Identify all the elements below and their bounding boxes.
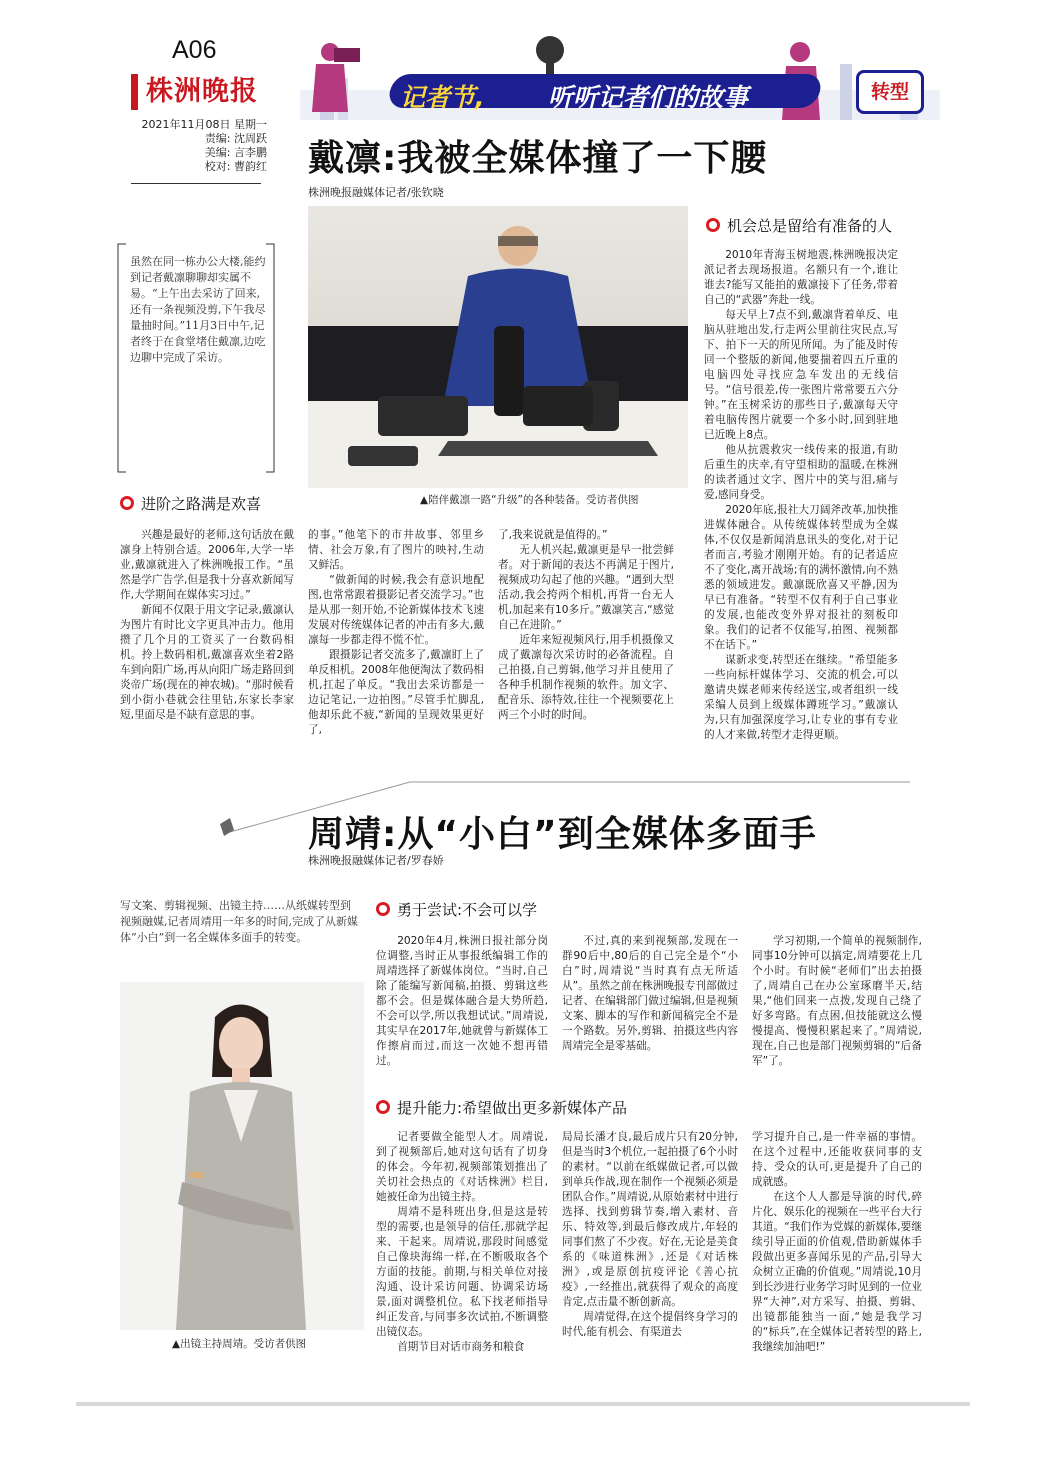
telephoto-lens-icon [494,326,524,416]
section-label: 进阶之路满是欢喜 [141,494,262,513]
designer-line: 美编: 言李鹏 [204,146,267,159]
article2-s1-col1 [376,934,548,1084]
paragraph: 学习初期,一个简单的视频制作,同事10分钟可以搞定,周靖要花上几个小时。有时候“老师们”出去拍摄了,周靖自己在办公室琢磨半天,结果,“他们回来一点拨,发现自己绕了好多弯路。有点困,但技能就这么慢慢提高、慢慢积累起来了。”周靖说,现在,自己也是部门视频剪辑的“后备军”了。 [752,935,922,1067]
paragraph: 在这个人人都是导演的时代,碎片化、娱乐化的视频在一些平台大行其道。“我们作为党媒的新媒体,要继续引导正面的价值观,借助新媒体手段做出更多喜闻乐见的产品,引导大众树立正确的价值观。”周靖说,10月到长沙进行业务学习时见到的一位业界“大神”,对方采写、拍摄、剪辑、出镜都能独当一面,“她是我学习的“标兵”,在全媒体记者转型的路上,我继续加油吧!” [752,1191,922,1353]
paragraph: 记者要做全能型人才。周靖说,到了视频部后,她对这句话有了切身的体会。今年初,视频部策划推出了关切社会热点的《对话株洲》栏目,她被任命为出镜主持。 [376,1131,548,1203]
article2-photo [120,982,364,1330]
divider-diamond-icon [220,818,234,836]
paragraph: 每天早上7点不到,戴凛背着单反、电脑从驻地出发,行走两公里前往灾民点,写下、拍下一天的所见所闻。为了能及时传回一个整版的新闻,他要揣着四五斤重的电脑四处寻找应急车发出的无线信号。“信号很差,传一张图片常常要五六分钟。”在玉树采访的那些日子,戴凛每天守着电脑传图片就要一个多小时,回到驻地已近晚上8点。 [704,309,898,441]
banner-headline-part2: 听听记者们的故事 [548,83,749,112]
face-icon [219,1017,263,1071]
paragraph: 他从抗震救灾一线传来的报道,有助后重生的庆幸,有守望相助的温暖,在株洲的读者通过文字、图片中的笑与泪,痛与爱,感同身受。 [704,444,898,501]
paragraph: 了,我来说就是值得的。” [498,529,608,541]
article1-section2-heading [706,214,892,236]
article1-col4 [704,248,898,780]
article2-section2-heading [376,1096,627,1118]
paragraph: 2010年青海玉树地震,株洲晚报决定派记者去现场报道。名额只有一个,谁让谁去?能写又能拍的戴凛接下了任务,带着自己的“武器”奔赴一线。 [704,249,898,306]
watch-icon [190,1172,204,1178]
article2-s2-col2 [562,1130,738,1376]
paragraph: 局局长潘才良,最后成片只有20分钟,但是当时3个机位,一起拍摄了6个小时的素材。“以前在纸媒做记者,可以做到单兵作战,现在制作一个视频必须是团队合作。”周靖说,从原始素材中进行选择、找到剪辑节奏,增入素材、音乐、特效等,到最后修改成片,年轻的同事们熬了不少夜。好在,无论是美食系的《味道株洲》,还是《对话株洲》,或是原创抗疫评论《善心抗疫》,一经推出,就获得了观众的高度肯定,点击量不断创新高。 [562,1131,738,1308]
drone-icon [438,441,658,456]
editor-line: 责编: 沈周跃 [204,132,267,145]
article2-section1-heading [376,898,537,920]
paragraph: 新闻不仅限于用文字记录,戴凛认为图片有时比文字更具冲击力。他用攒了几个月的工资买了一台数码相机。拎上数码相机,戴凛喜欢坐着2路车到向阳广场,再从向阳广场走路回到炎帝广场(现在的神农城)。“那时候看到小街小巷就会往里钻,东家长李家短,里面尽是不缺有意思的事。 [120,604,294,721]
banner-headline-part1: 记者节, [400,83,485,112]
camera-body-icon [523,386,593,426]
paragraph: 周靖觉得,在这个提倡终身学习的时代,能有机会、有渠道去 [562,1311,738,1338]
host-portrait-illustration [120,982,364,1330]
article2-s1-col3 [752,934,922,1084]
goggles-icon [348,446,418,466]
page-number: A06 [172,36,217,64]
article2-lead: 写文案、剪辑视频、出镜主持……从纸媒转型到视频融媒,记者周靖用一年多的时间,完成了从新媒体“小白”到一名全媒体多面手的转变。 [120,899,358,944]
paragraph: 首期节目对话市商务和粮食 [397,1341,525,1353]
paragraph: 不过,真的来到视频部,发现在一群90后中,80后的自己完全是个“小白”时,周靖说“当时真有点无所适从”。虽然之前在株洲晚报专刊部做过记者、在编辑部门做过编辑,但是视频文案、脚本的写作和新闻稿完全不是一个路数。另外,剪辑、拍摄这些内容周靖完全是零基础。 [562,935,738,1052]
article2-byline: 株洲晚报融媒体记者/罗春娇 [308,854,444,867]
camera-icon [378,396,468,436]
article2-s2-col1 [376,1130,548,1376]
article2-photo-caption: ▲出镜主持周靖。受访者供图 [172,1338,307,1350]
paragraph: 无人机兴起,戴凛更是早一批尝鲜者。对于新闻的表达不再满足于图片,视频成功勾起了他的兴趣。“遇到大型活动,我会挎两个相机,再背一台无人机,加起来有10多斤。”戴凛笑言,“感觉自己在进阶。” [498,544,674,631]
masthead-text: 株洲晚报 [146,76,258,107]
paragraph: “做新闻的时候,我会有意识地配图,也常常跟着摄影记者交流学习。”也是从那一刻开始,不论新媒体技术飞速发展对传统媒体记者的冲击有多大,戴凛每一步都走得不慌不忙。 [308,574,484,646]
article1-byline: 株洲晚报融媒体记者/张钦晓 [308,186,444,199]
header-rule [131,183,261,184]
date-line: 2021年11月08日 星期一 [141,118,267,131]
article1-col1 [120,528,294,774]
camera-gear-illustration [308,206,688,488]
page-bottom-rule [76,1402,970,1406]
section-label: 勇于尝试:不会可以学 [397,900,538,919]
issue-meta [131,118,267,174]
paragraph: 兴趣是最好的老师,这句话放在戴凛身上特别合适。2006年,大学一毕业,戴凛就进入了株洲晚报工作。“虽然是学广告学,但是我十分喜欢新闻写作,大学期间在媒体实习过。” [120,529,294,601]
paragraph: 的事。”他笔下的市井故事、邻里乡情、社会万象,有了图片的映衬,生动又鲜活。 [308,529,484,571]
article1-photo-caption: ▲陪伴戴凛一路“升级”的各种装备。受访者供图 [420,494,639,506]
article1-section1-heading [120,492,261,514]
paragraph: 2020年4月,株洲日报社部分岗位调整,当时正从事报纸编辑工作的周靖选择了新媒体岗位。“当时,自己除了能编写新闻稿,拍摄、剪辑这些都不会。但是媒体融合是大势所趋,不会可以学,所以我想试试。”周靖说,其实早在2017年,她就曾与新媒体工作擦肩而过,而这一次她不想再错过。 [376,935,548,1067]
paragraph: 谋新求变,转型还在继续。“希望能多一些向标杆媒体学习、交流的机会,可以邀请央媒老师来传经送宝,或者组织一线采编人员到上级媒体蹲班学习。”戴凛认为,只有加强深度学习,让专业的事有专业的人才来做,转型才走得更顺。 [704,654,898,741]
article1-lead: 虽然在同一栋办公大楼,能约到记者戴凛聊聊却实属不易。“上午出去采访了回来,还有一条视频没剪,下午我尽量抽时间。”11月3日中午,记者终于在食堂堵住戴凛,边吃边聊中完成了采访。 [130,255,266,364]
section-bullet-icon [706,218,720,232]
section-bullet-icon [120,496,134,510]
article1-photo [308,206,688,488]
column-banner [300,30,940,130]
article1-title: 戴凛:我被全媒体撞了一下腰 [308,138,768,179]
article2-s1-col2 [562,934,738,1084]
proofreader-line: 校对: 曹韵红 [204,160,267,173]
paragraph: 周靖不是科班出身,但是这是转型的需要,也是领导的信任,那就学起来、干起来。周靖说,那段时间感觉自己像块海绵一样,在不断吸取各个方面的技能。前期,与相关单位对接沟通、设计采访问题、协调采访场景,面对调整机位。私下找老师指导纠正发音,与同事多次试拍,不断调整出镜仪态。 [376,1206,548,1338]
article2-s2-col3 [752,1130,922,1376]
masthead-logo [131,74,268,110]
article1-col3 [498,528,674,774]
section-bullet-icon [376,1100,390,1114]
article2-title: 周靖:从“小白”到全媒体多面手 [308,814,817,855]
section-label: 提升能力:希望做出更多新媒体产品 [397,1098,628,1117]
paragraph: 学习提升自己,是一件幸福的事情。在这个过程中,还能收获同事的支持、受众的认可,更是提升了自己的成就感。 [752,1131,922,1188]
article1-col2 [308,528,484,774]
paragraph: 2020年底,报社大刀阔斧改革,加快推进媒体融合。从传统媒体转型成为全媒体,不仅仅是新闻消息讯头的变化,对于记者而言,考验才刚刚开始。有的记者适应不了变化,离开战场;有的满怀激情,向不熟悉的领域进发。戴凛既欣喜又平静,因为早已有准备。“转型不仅有利于自己事业的发展,也能改变外界对报社的刻板印象。我们的记者不仅能写,拍图、视频都不在话下。” [704,504,898,651]
paragraph: 近年来短视频风行,用手机摄像又成了戴凛每次采访时的必备流程。自己拍摄,自己剪辑,他学习并且使用了各种手机制作视频的软件。加文字、配音乐、添特效,往往一个视频要花上两三个小时的时间。 [498,634,674,721]
paragraph: 跟摄影记者交流多了,戴凛盯上了单反相机。2008年他便淘汰了数码相机,扛起了单反。“我出去采访都是一边记笔记,一边拍图。”尽管手忙脚乱,他却乐此不疲,“新闻的呈现效果更好了, [308,649,484,736]
section-label: 机会总是留给有准备的人 [727,216,893,235]
section-bullet-icon [376,902,390,916]
banner-tag: 转型 [856,70,924,114]
